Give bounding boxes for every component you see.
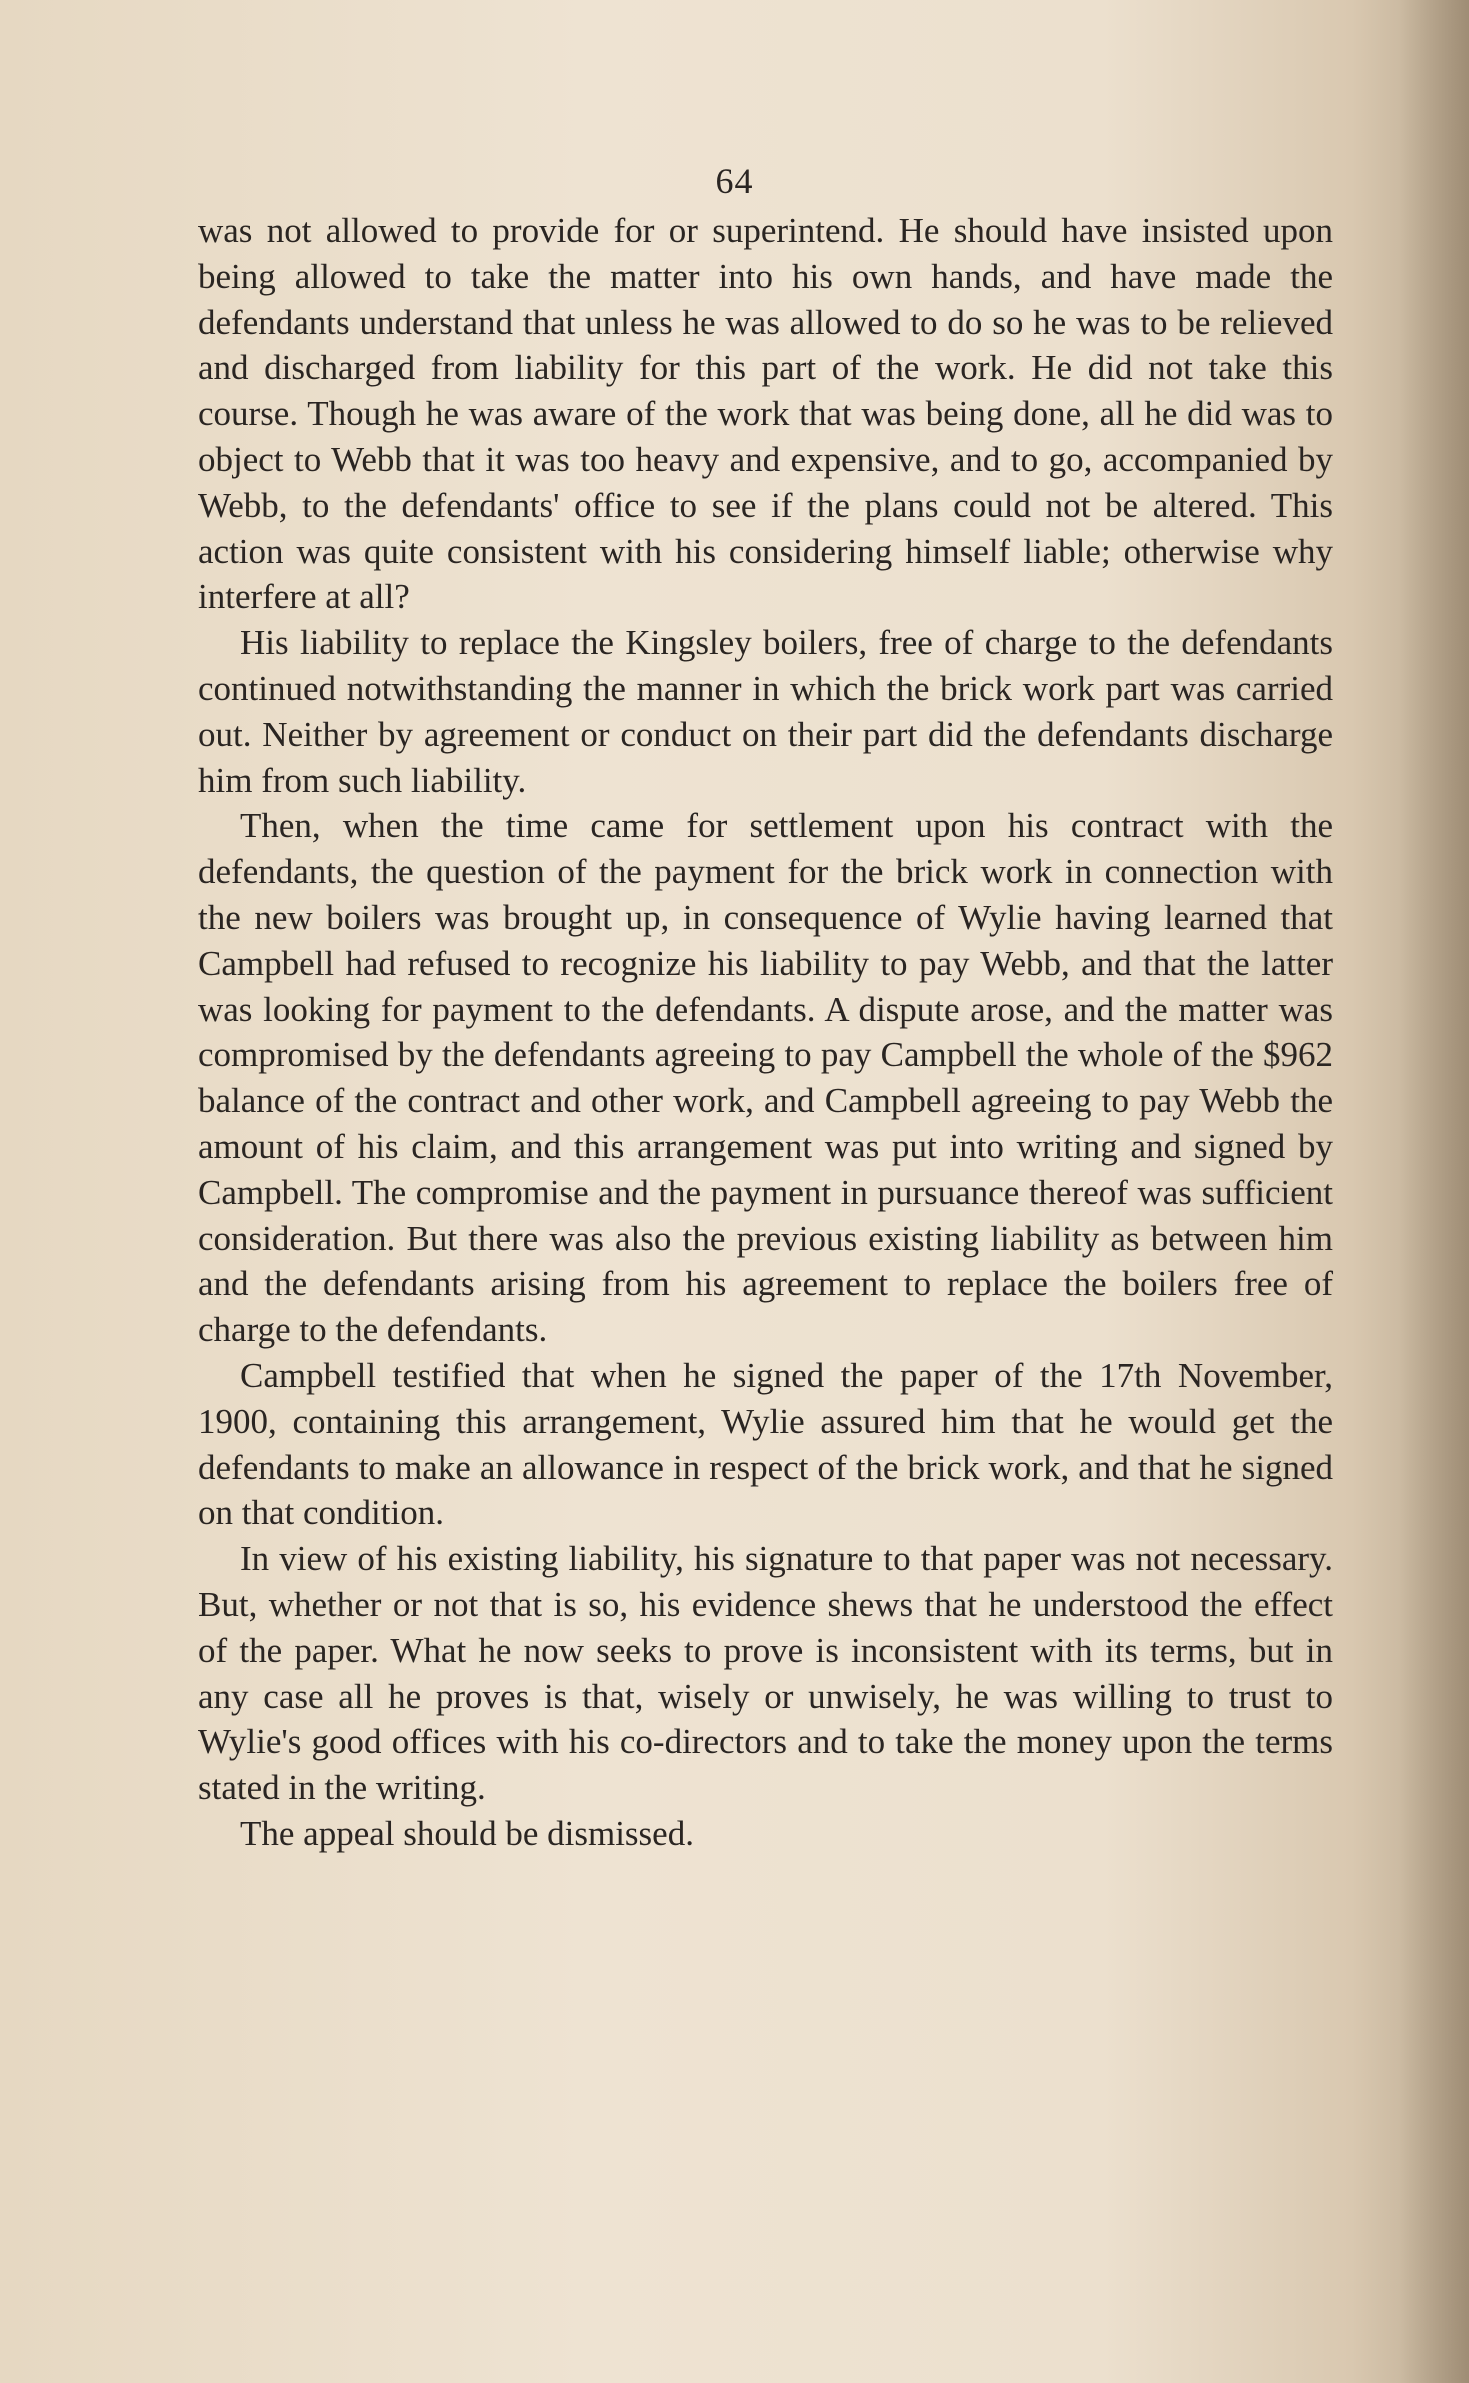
paragraph-4: Campbell testified that when he signed the paper of the 17th November, 1900, containing this arrangement, Wylie assured him that he would get the defendants to make an allowance in respect of the brick work, and that he signed on that condition. (198, 1355, 1333, 1533)
paragraph-5: In view of his existing liability, his signature to that paper was not necessary. But, whether or not that is so, his evidence shews that he understood the effect of the paper. What he now seeks to prove is inconsistent with its terms, but in any case all he proves is that, wisely or unwisely, he was willing to trust to Wylie's good offices with his co-directors and to take the money upon the terms stated in the writing. (198, 1539, 1333, 1808)
paragraph-2: His liability to replace the Kingsley boilers, free of charge to the defendants continued notwithstanding the manner in which the brick work part was carried out. Neither by agreement or conduct on their part did the defendants discharge him from such liability. (198, 623, 1333, 800)
paragraph-1: was not allowed to provide for or superintend. He should have insisted upon being allowed to take the matter into his own hands, and have made the defendants understand that unless he was allowed to do so he was to be relieved and discharged from liability for this part of the work. He did not take this course. Though he was aware of the work that was being done, all he did was to object to Webb that it was too heavy and expensive, and to go, accompanied by Webb, to the defendants' office to see if the plans could not be altered. This action was quite consistent with his considering himself liable; otherwise why interfere at all? (198, 211, 1333, 617)
paragraph-3: Then, when the time came for settlement upon his contract with the defendants, the question of the payment for the brick work in connection with the new boilers was brought up, in consequence of Wylie having learned that Campbell had refused to recognize his liability to pay Webb, and that the latter was looking for payment to the defendants. A dispute arose, and the matter was compromised by the defendants agreeing to pay Campbell the whole of the $962 balance of the contract and other work, and Campbell agreeing to pay Webb the amount of his claim, and this arrangement was put into writing and signed by Campbell. The compromise and the payment in pursuance thereof was sufficient consideration. But there was also the previous existing liability as between him and the defendants arising from his agreement to replace the boilers free of charge to the defendants. (198, 806, 1333, 1350)
paragraph-6: The appeal should be dismissed. (240, 1813, 694, 1853)
page-edge-shadow (1399, 0, 1469, 2383)
page-number: 64 (715, 161, 754, 201)
body-text (198, 208, 1333, 1857)
